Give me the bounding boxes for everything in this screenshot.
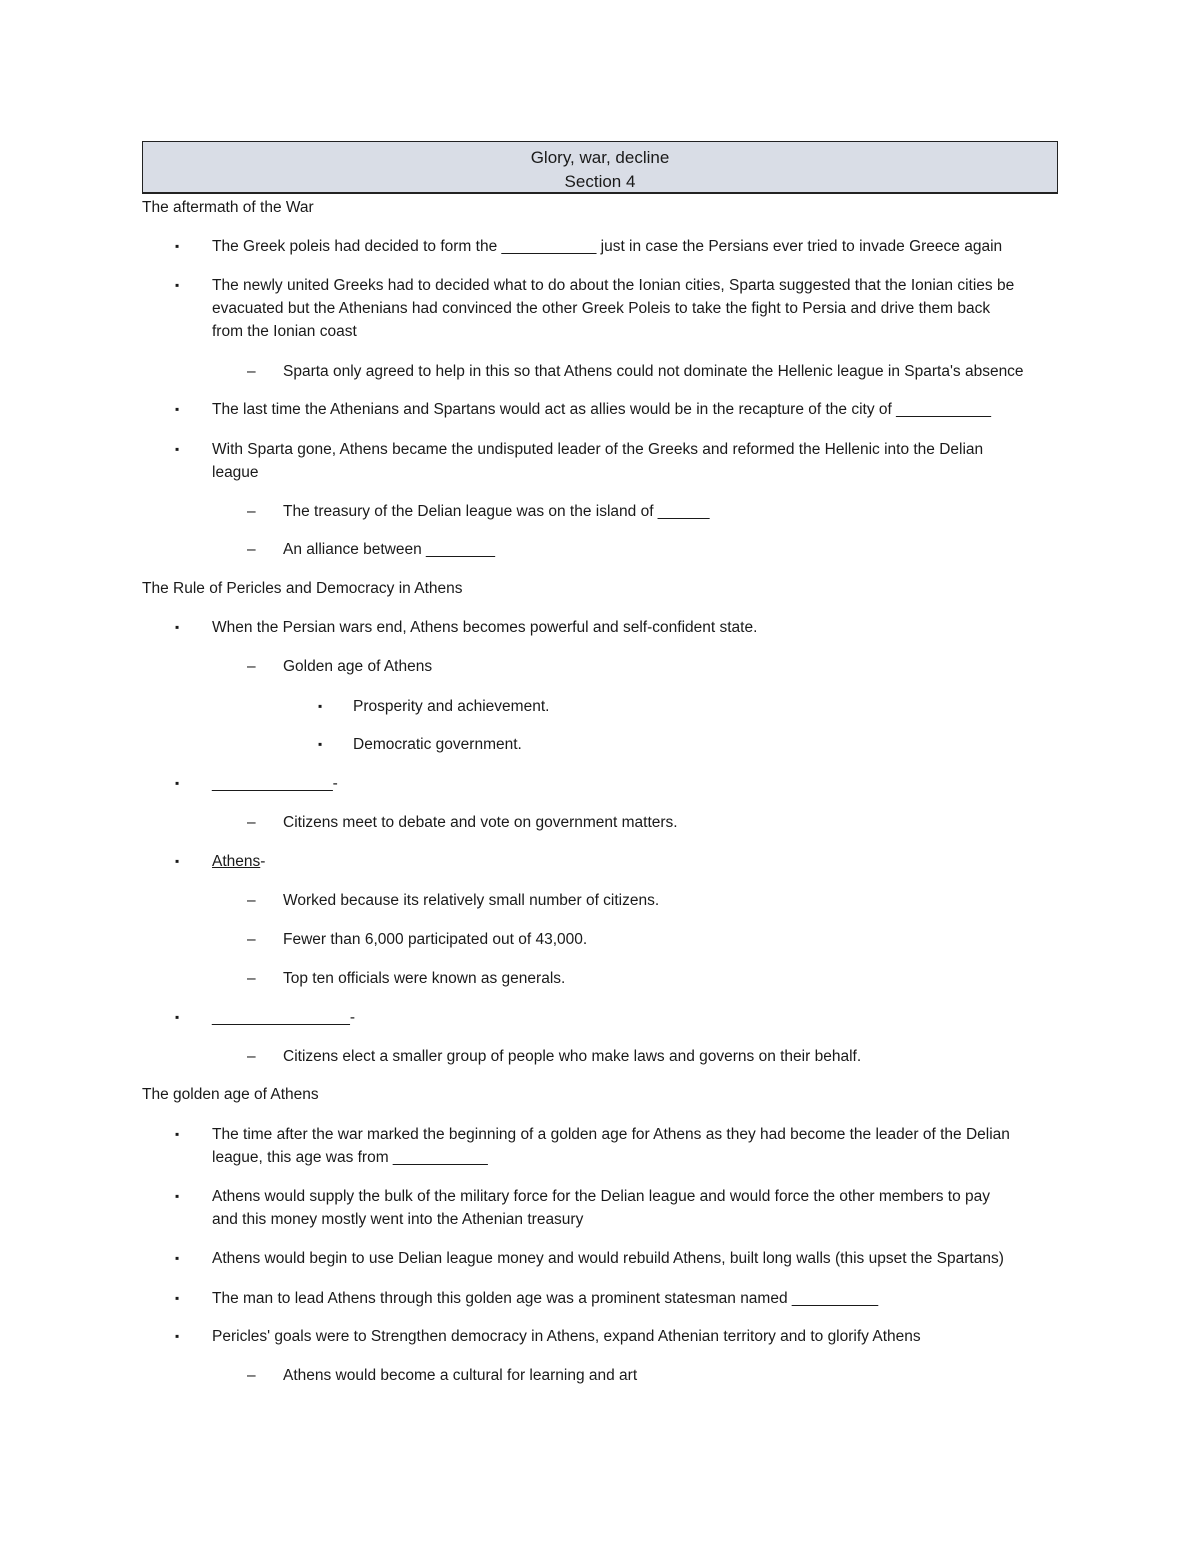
list-item: Athens would supply the bulk of the military force for the Delian league and would force the other members to pay — [212, 1188, 991, 1205]
bullet-marker: ▪ — [175, 1010, 180, 1024]
dash-marker: – — [247, 931, 256, 948]
list-item-blank: ________________- — [212, 1009, 356, 1026]
bullet-marker: ▪ — [175, 1251, 180, 1265]
list-item: The man to lead Athens through this golden age was a prominent statesman named __________ — [212, 1290, 879, 1307]
list-item — [212, 850, 265, 873]
athens-dash: - — [260, 853, 266, 870]
bullet-marker: ▪ — [175, 776, 180, 790]
sub-list-item: Worked because its relatively small number of citizens. — [283, 892, 660, 909]
dash-marker: – — [247, 970, 256, 987]
list-item: Pericles' goals were to Strengthen democracy in Athens, expand Athenian territory and to glorify Athens — [212, 1328, 921, 1345]
dash-marker: – — [247, 892, 256, 909]
section-heading-pericles: The Rule of Pericles and Democracy in Athens — [142, 580, 463, 597]
sub-list-item: Citizens meet to debate and vote on government matters. — [283, 814, 678, 831]
sub-sub-list-item: Prosperity and achievement. — [353, 698, 550, 715]
sub-list-item: An alliance between ________ — [283, 541, 496, 558]
sub-list-item: Athens would become a cultural for learning and art — [283, 1367, 638, 1384]
sub-list-item: Fewer than 6,000 participated out of 43,000. — [283, 931, 588, 948]
document-subtitle: Section 4 — [564, 172, 636, 191]
bullet-marker: ▪ — [175, 442, 180, 456]
section-heading-golden-age: The golden age of Athens — [142, 1086, 319, 1103]
dash-marker: – — [247, 1367, 256, 1384]
bullet-marker: ▪ — [175, 1329, 180, 1343]
dash-marker: – — [247, 658, 256, 675]
dash-marker: – — [247, 541, 256, 558]
list-item: The last time the Athenians and Spartans would act as allies would be in the recapture of the city of ___________ — [212, 401, 991, 418]
dash-marker: – — [247, 363, 256, 380]
bullet-marker: ▪ — [175, 278, 180, 292]
list-item-continued: and this money mostly went into the Athenian treasury — [212, 1211, 584, 1228]
sub-list-item: Citizens elect a smaller group of people who make laws and governs on their behalf. — [283, 1048, 862, 1065]
document-title: Glory, war, decline — [530, 148, 670, 167]
bullet-marker: ▪ — [175, 620, 180, 634]
bullet-marker: ▪ — [175, 1189, 180, 1203]
bullet-marker: ▪ — [318, 737, 323, 751]
bullet-marker: ▪ — [175, 1127, 180, 1141]
sub-sub-list-item: Democratic government. — [353, 736, 522, 753]
section-heading-aftermath: The aftermath of the War — [142, 199, 314, 216]
list-item: The newly united Greeks had to decided what to do about the Ionian cities, Sparta suggested that the Ionian cities be — [212, 277, 1015, 294]
bullet-marker: ▪ — [175, 1291, 180, 1305]
title-box — [142, 141, 1058, 194]
bullet-marker: ▪ — [175, 402, 180, 416]
sub-list-item: Golden age of Athens — [283, 658, 433, 675]
list-item-continued: from the Ionian coast — [212, 323, 357, 340]
bullet-marker: ▪ — [318, 699, 323, 713]
dash-marker: – — [247, 814, 256, 831]
dash-marker: – — [247, 503, 256, 520]
sub-list-item: The treasury of the Delian league was on the island of ______ — [283, 503, 710, 520]
list-item: When the Persian wars end, Athens becomes powerful and self-confident state. — [212, 619, 758, 636]
list-item: The time after the war marked the beginning of a golden age for Athens as they had become the leader of the Delian — [212, 1126, 1010, 1143]
bullet-marker: ▪ — [175, 854, 180, 868]
list-item-continued: evacuated but the Athenians had convinced the other Greek Poleis to take the fight to Persia and drive them back — [212, 300, 991, 317]
bullet-marker: ▪ — [175, 239, 180, 253]
list-item: With Sparta gone, Athens became the undisputed leader of the Greeks and reformed the Hellenic into the Delian — [212, 441, 984, 458]
list-item-blank: ______________- — [212, 775, 338, 792]
list-item-continued: league — [212, 464, 259, 481]
list-item-continued: league, this age was from ___________ — [212, 1149, 488, 1166]
sub-list-item: Top ten officials were known as generals. — [283, 970, 566, 987]
list-item: Athens would begin to use Delian league money and would rebuild Athens, built long walls (this upset the Spartans) — [212, 1250, 1004, 1267]
sub-list-item: Sparta only agreed to help in this so that Athens could not dominate the Hellenic league in Sparta's absence — [283, 363, 1024, 380]
list-item: The Greek poleis had decided to form the ___________ just in case the Persians ever tried to invade Greece again — [212, 238, 1003, 255]
dash-marker: – — [247, 1048, 256, 1065]
athens-label: Athens — [212, 853, 261, 870]
